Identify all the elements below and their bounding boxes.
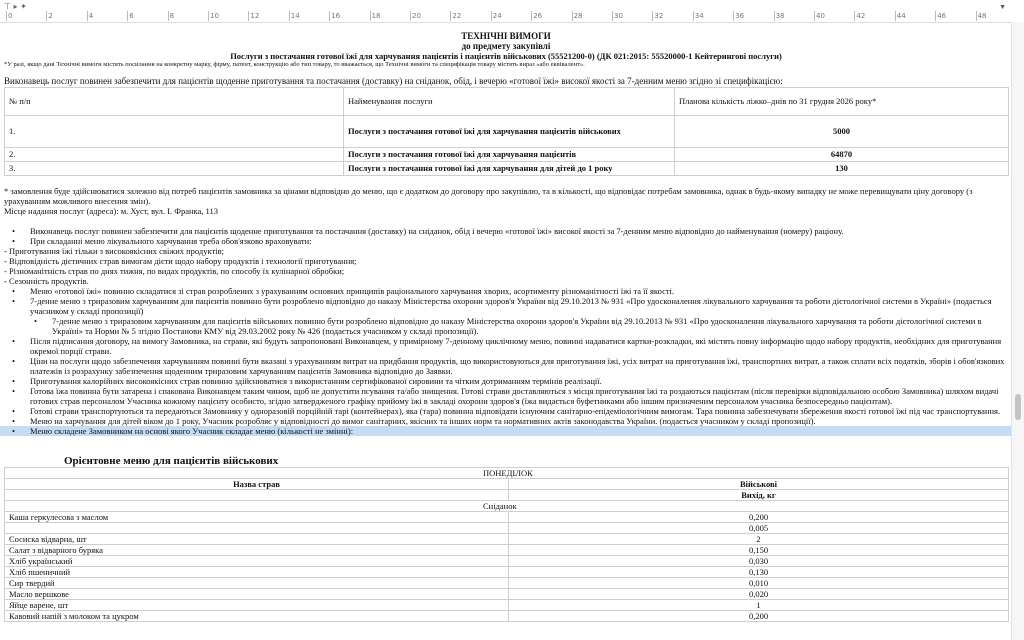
header-qty: Планова кількість ліжко–днів по 31 грудня 2026 року*: [675, 88, 1009, 116]
menu-dish-name: Салат з відварного буряка: [5, 545, 509, 556]
table-row: [5, 148, 1009, 162]
ruler-tick-label: 0: [8, 12, 13, 20]
menu-dish-value: 1: [509, 600, 1009, 611]
row-num: 2.: [5, 148, 344, 162]
doc-subtitle: до предмету закупівлі: [461, 41, 551, 51]
highlighted-selection[interactable]: [0, 426, 1012, 436]
ruler-tick-label: 22: [452, 12, 462, 20]
services-table: [4, 87, 1009, 176]
menu-table: [4, 467, 1009, 622]
menu-row: [5, 578, 1009, 589]
doc-address: Місце надання послуг (адреса): м. Хуст, вул. І. Франка, 113: [4, 206, 218, 216]
list-item-selected[interactable]: • Меню складене Замовником на основі якого Учасник складає меню (кількості не змінні):: [0, 426, 1012, 436]
ruler-tick-label: 30: [614, 12, 623, 20]
doc-intro: Виконавець послуг повинен забезпечити для пацієнтів щоденне приготування та постачання (доставку) на сніданок, обід, і вечерю «готової їжі» високої якості за 7-денним меню згідно зі специфікацією:: [4, 76, 783, 86]
menu-dish-value: 0,200: [509, 512, 1009, 523]
menu-row: [5, 567, 1009, 578]
row-name: Послуги з постачання готової їжі для харчування пацієнтів військових: [344, 116, 675, 148]
menu-row: [5, 611, 1009, 622]
doc-footnote: * замовлення буде здійснюватися залежно від потреб пацієнтів замовника за цінами відповідно до меню, що є додатком до договору про закупівлю, та в кількості, що відповідає потребам замовника, однак в будь-якому випадку не може перевищувати ціну договору (з урахуванням можливого внесення змін).: [4, 186, 973, 206]
menu-dish-name: [5, 523, 509, 534]
row-name: Послуги з постачання готової їжі для харчування для дітей до 1 року: [344, 162, 675, 176]
menu-header-row: [5, 479, 1009, 490]
ruler-tick-label: 16: [331, 12, 341, 20]
menu-dish-value: 0,005: [509, 523, 1009, 534]
menu-row: [5, 600, 1009, 611]
menu-dish-value: 2: [509, 534, 1009, 545]
row-qty: 64870: [675, 148, 1009, 162]
list-item: • 7-денне меню з триразовим харчуванням для пацієнтів повинно бути розроблено відповідно до наказу Міністерства охорони здоров'я України від 29.10.2013 № 931 «Про удосконалення лікувального харчування та роботи дієтологічної системи в Україні» (подається учасником у складі пропозиції): [0, 296, 1012, 316]
list-item: • Готові страви транспортуються та передаються Замовнику у одноразовій порційній тарі (контейнерах), яка (тара) повинна відповідати існуючим санітарно-епідеміологічним вимогам. Тара повинна забезпечувати збереження якості готової їжі під час транспортування.: [0, 406, 1012, 416]
ruler-tick-label: 6: [129, 12, 134, 20]
list-item: • Меню на харчування для дітей віком до 1 року, Учасник розробляє у відповідності до вимог санітарних, якісних та інших норм та нормативних актів законодавства України. (подається учасником у складі пропозиції).: [0, 416, 1012, 426]
menu-dish-name: Хліб пшеничний: [5, 567, 509, 578]
menu-row: [5, 534, 1009, 545]
right-indent-marker-icon[interactable]: ▼: [999, 3, 1006, 11]
menu-dish-name: Яйце варене, шт: [5, 600, 509, 611]
ruler-tick-label: 36: [735, 12, 745, 20]
bullet-list-b: [0, 286, 1012, 426]
menu-col-name: Назва страв: [5, 479, 509, 490]
menu-row: [5, 556, 1009, 567]
header-name: Найменування послуги: [344, 88, 675, 116]
list-item: • Меню «готової їжі» повинно складатися зі страв розроблених з урахуванням основних принципів раціонального харчування хворих, асортименту різноманітності їжі та її якості.: [0, 286, 1012, 296]
row-qty: 130: [675, 162, 1009, 176]
ruler-tick-label: 40: [816, 12, 825, 20]
menu-dish-name: Сир твердий: [5, 578, 509, 589]
ruler-tick-label: 4: [88, 12, 94, 20]
ruler-tick-label: 38: [775, 12, 785, 20]
ruler-tick-label: 32: [654, 12, 664, 20]
menu-row: [5, 512, 1009, 523]
header-num: № п/п: [5, 88, 344, 116]
ruler-tick-label: 48: [977, 12, 987, 20]
doc-subject: Послуги з постачання готової їжі для харчування пацієнтів і пацієнтів військових (55521200-0) (ДК 021:2015: 55520000-1 Кейтерингові послуги): [230, 51, 782, 61]
ruler-tick-label: 28: [573, 12, 583, 20]
ruler-tick-label: 14: [290, 12, 300, 20]
menu-meal: Сніданок: [5, 501, 1009, 512]
menu-dish-name: Каша геркулесова з маслом: [5, 512, 509, 523]
ruler-tick-label: 44: [896, 12, 906, 20]
row-num: 3.: [5, 162, 344, 176]
services-header-row: [5, 88, 1009, 116]
menu-meal-row: [5, 501, 1009, 512]
menu-dish-name: Сосиска відварна, шт: [5, 534, 509, 545]
horizontal-ruler[interactable]: [0, 0, 1012, 23]
ruler-tick-label: 26: [533, 12, 543, 20]
ruler-ticks: [6, 11, 1012, 22]
menu-dish-name: Масло вершкове: [5, 589, 509, 600]
list-item: • При складанні меню лікувального харчування треба обов'язково враховувати:: [0, 236, 1012, 246]
menu-dish-name: Хліб український: [5, 556, 509, 567]
vertical-scrollbar[interactable]: [1011, 22, 1024, 640]
menu-dish-value: 0,020: [509, 589, 1009, 600]
dash-list: [0, 246, 1012, 286]
dash-item: - Приготування їжі тільки з високоякісних свіжих продуктів;: [4, 246, 224, 256]
ruler-tick-label: 8: [169, 12, 175, 20]
menu-rows: [5, 512, 1009, 622]
ruler-tick-label: 20: [412, 12, 421, 20]
ruler-tick-label: 24: [492, 12, 502, 20]
list-item: • Виконавець послуг повинен забезпечити для пацієнтів щоденне приготування та постачання (доставку) на сніданок, обід і вечерю «готової їжі» високої якості за 7-денним меню відповідно до найменування (номеру) раціону.: [0, 226, 1012, 236]
menu-dish-value: 0,130: [509, 567, 1009, 578]
list-item: • Після підписання договору, на вимогу Замовника, на страви, які будуть запропоновані Виконавцем, у примірному 7-денному циклічному меню, повинні надаватися картки-розкладки, які містять повну інформацію щодо набору продуктів, необхідних для приготування окремої порції страви.: [0, 336, 1012, 356]
ruler-tick-label: 2: [48, 12, 53, 20]
table-row: [5, 116, 1009, 148]
row-qty: 5000: [675, 116, 1009, 148]
menu-day-row: [5, 468, 1009, 479]
doc-title: ТЕХНІЧНІ ВИМОГИ: [461, 31, 551, 41]
scrollbar-thumb[interactable]: [1015, 394, 1021, 420]
menu-unit-row: [5, 490, 1009, 501]
bullet-list-a: [0, 226, 1012, 246]
ruler-tick-label: 12: [250, 12, 260, 20]
ruler-tick-label: 34: [694, 12, 704, 20]
document-page[interactable]: [0, 24, 1012, 640]
menu-dish-value: 0,200: [509, 611, 1009, 622]
menu-title: Орієнтовне меню для пацієнтів військових: [64, 455, 279, 467]
menu-day: ПОНЕДІЛОК: [5, 468, 1009, 479]
list-item: • Готова їжа повинна бути затарена і спакована Виконавцем таким чином, щоб не допустити псування та/або знищення. Готові страви доставляються з місця приготування їжі та роздаються пацієнтам (після перевірки відповідальною особою Замовника) шляхом видачі готових страв персоналом Учасника кожному пацієнту особисто, згідно затвердженого графіку прийому їжі в закладі охорони здоров'я (їжа видається буфетниками або іншим призначеним персоналом учасника безпосередньо пацієнтам).: [0, 386, 1012, 406]
ruler-tick-label: 10: [210, 12, 219, 20]
list-item: • 7-денне меню з триразовим харчуванням для пацієнтів військових повинно бути розроблено відповідно до наказу Міністерства охорони здоров'я України від 29.10.2013 № 931 «Про удосконалення лікувального харчування та роботи дієтологічної системи в Україні» та Норми № 5 згідно Постанови КМУ від 29.03.2002 року № 426 (подається учасником у складі пропозиції).: [0, 316, 1012, 336]
list-item: • Ціни на послуги щодо забезпечення харчуванням повинні бути вказані з урахуванням витрат на придбання продуктів, що використовуються для приготування їжі, усіх витрат на приготування їжі, транспортних витрат, а також сплати всіх податків, зборів і обов'язкових платежів із розрахунку забезпечення щоденним триразовим харчуванням пацієнтів Замовника відповідно до Заявки.: [0, 356, 1012, 376]
table-row: [5, 162, 1009, 176]
menu-dish-value: 0,030: [509, 556, 1009, 567]
dash-item: - Різноманітність страв по днях тижня, по видах продуктів, по способу їх кулінарної обробки;: [4, 266, 345, 276]
row-num: 1.: [5, 116, 344, 148]
dash-item: - Сезонність продуктів.: [4, 276, 89, 286]
menu-empty-cell: [5, 490, 509, 501]
list-item: • Приготування калорійних високоякісних страв повинно здійснюватися з використанням сертифікованої сировини та чітким дотриманням термінів реалізації.: [0, 376, 1012, 386]
dash-item: - Відповідність дієтичних страв вимогам дієти щодо набору продуктів і технології приготування;: [4, 256, 357, 266]
ruler-tick-label: 18: [371, 12, 381, 20]
menu-row: [5, 523, 1009, 534]
menu-dish-value: 0,010: [509, 578, 1009, 589]
menu-col-unit: Вихід, кг: [509, 490, 1009, 501]
ruler-tick-label: 42: [856, 12, 866, 20]
doc-note: *У разі, якщо дані Технічні вимоги містять посилання на конкретну марку, фірму, патент, конструкцію або тип товару, то вважається, що Технічні вимоги та специфікація товару містять вираз «або еквівалент».: [4, 61, 585, 68]
ruler-tick-label: 46: [937, 12, 947, 20]
tab-stop-icons[interactable]: ⊤ ▸ ✦: [4, 2, 27, 11]
menu-col-group: Військові: [509, 479, 1009, 490]
menu-dish-value: 0,150: [509, 545, 1009, 556]
menu-row: [5, 589, 1009, 600]
row-name: Послуги з постачання готової їжі для харчування пацієнтів: [344, 148, 675, 162]
menu-dish-name: Кавовий напій з молоком та цукром: [5, 611, 509, 622]
menu-row: [5, 545, 1009, 556]
